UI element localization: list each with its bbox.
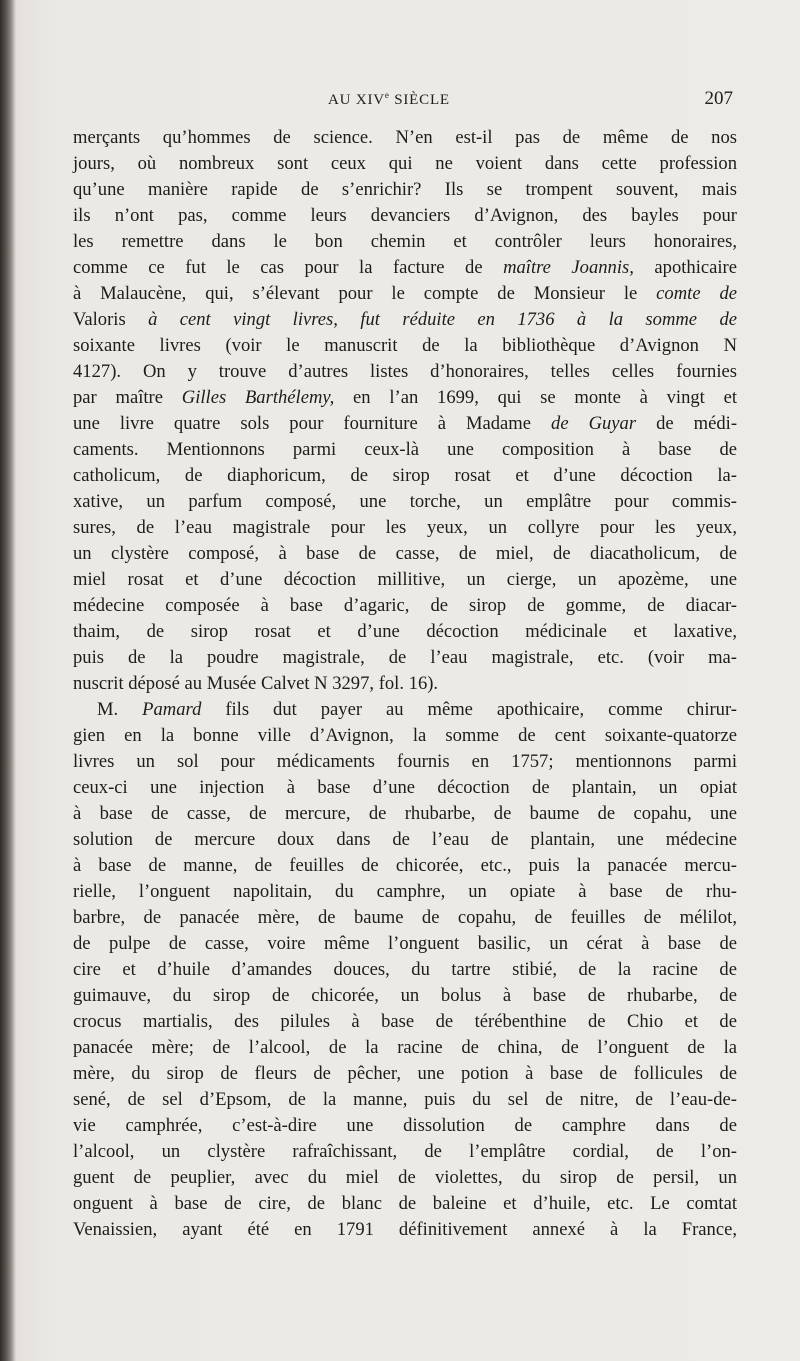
- text-line: xative, un parfum composé, une torche, un emplâtre pour commis-: [73, 491, 737, 512]
- text-line: une livre quatre sols pour fourniture à Madame de Guyar de médi-: [73, 413, 738, 434]
- text-line: cire et d’huile d’amandes douces, du tartre stibié, de la racine de: [73, 959, 737, 980]
- text-line: sures, de l’eau magistrale pour les yeux, un collyre pour les yeux,: [73, 517, 737, 538]
- text-line: Venaissien, ayant été en 1791 définitivement annexé à la France,: [73, 1219, 737, 1240]
- text-line: barbre, de panacée mère, de baume de copahu, de feuilles de mélilot,: [73, 907, 737, 928]
- text-line: médecine composée à base d’agaric, de sirop de gomme, de diacar-: [73, 595, 737, 616]
- text-line: guent de peuplier, avec du miel de violettes, du sirop de persil, un: [73, 1167, 737, 1188]
- text-line: sené, de sel d’Epsom, de la manne, puis du sel de nitre, de l’eau-de-: [73, 1089, 737, 1110]
- text-line: thaim, de sirop rosat et d’une décoction médicinale et laxative,: [73, 621, 737, 642]
- text-line: à Malaucène, qui, s’élevant pour le compte de Monsieur le comte de: [73, 283, 737, 304]
- text-line: nuscrit déposé au Musée Calvet N 3297, fol. 16).: [73, 673, 439, 694]
- text-line: livres un sol pour médicaments fournis en 1757; mentionnons parmi: [73, 751, 737, 772]
- italic-name: maître Joannis,: [503, 257, 634, 278]
- text-line: mère, du sirop de fleurs de pêcher, une potion à base de follicules de: [73, 1063, 737, 1084]
- text-line: comme ce fut le cas pour la facture de maître Joannis, apothicaire: [73, 257, 737, 278]
- text-line: l’alcool, un clystère rafraîchissant, de l’emplâtre cordial, de l’on-: [73, 1141, 737, 1162]
- text-line: crocus martialis, des pilules à base de térébenthine de Chio et de: [73, 1011, 737, 1032]
- text-line: panacée mère; de l’alcool, de la racine de china, de l’onguent de la: [73, 1037, 737, 1058]
- page-number: 207: [704, 88, 733, 109]
- text-line: caments. Mentionnons parmi ceux-là une composition à base de: [73, 439, 737, 460]
- text-line: gien en la bonne ville d’Avignon, la somme de cent soixante-quatorze: [73, 725, 737, 746]
- body-text: [73, 125, 737, 1243]
- text-line: un clystère composé, à base de casse, de miel, de diacatholicum, de: [73, 543, 737, 564]
- text-line: à base de casse, de mercure, de rhubarbe, de baume de copahu, une: [73, 803, 737, 824]
- text-line: Valoris à cent vingt livres, fut réduite en 1736 à la somme de: [73, 309, 737, 330]
- text-line: jours, où nombreux sont ceux qui ne voient dans cette profession: [73, 153, 737, 174]
- running-title: [328, 90, 450, 109]
- text-line: 4127). On y trouve d’autres listes d’honoraires, telles celles fournies: [73, 361, 737, 382]
- book-binding-edge: [0, 0, 16, 1361]
- running-title-rest: SIÈCLE: [389, 92, 450, 108]
- italic-name: de Guyar: [551, 413, 637, 434]
- text-line: guimauve, du sirop de chicorée, un bolus à base de rhubarbe, de: [73, 985, 737, 1006]
- text-line: par maître Gilles Barthélemy, en l’an 1699, qui se monte à vingt et: [73, 387, 738, 408]
- text-line: onguent à base de cire, de blanc de baleine et d’huile, etc. Le comtat: [73, 1193, 737, 1214]
- running-header: [73, 88, 737, 112]
- text-line: ils n’ont pas, comme leurs devanciers d’Avignon, des bayles pour: [73, 205, 737, 226]
- text-line: miel rosat et d’une décoction millitive, un cierge, un apozème, une: [73, 569, 737, 590]
- italic-name: comte de: [656, 283, 737, 304]
- text-line: soixante livres (voir le manuscrit de la bibliothèque d’Avignon N: [73, 335, 737, 356]
- text-line: les remettre dans le bon chemin et contrôler leurs honoraires,: [73, 231, 737, 252]
- running-title-main: AU XIV: [328, 92, 385, 108]
- text-line: ceux-ci une injection à base d’une décoction de plantain, un opiat: [73, 777, 737, 798]
- italic-name: Pamard: [142, 699, 202, 720]
- text-line: merçants qu’hommes de science. N’en est-il pas de même de nos: [73, 127, 737, 148]
- running-title-superscript: e: [384, 90, 390, 100]
- text-line: qu’une manière rapide de s’enrichir? Ils se trompent souvent, mais: [73, 179, 737, 200]
- text-line: puis de la poudre magistrale, de l’eau magistrale, etc. (voir ma-: [73, 647, 737, 668]
- italic-name: à cent vingt livres, fut réduite en 1736 à la somme de: [125, 309, 737, 330]
- text-line: à base de manne, de feuilles de chicorée, etc., puis la panacée mercu-: [73, 855, 737, 876]
- text-line: de pulpe de casse, voire même l’onguent basilic, un cérat à base de: [73, 933, 737, 954]
- text-line: vie camphrée, c’est-à-dire une dissolution de camphre dans de: [73, 1115, 737, 1136]
- italic-name: Gilles Barthélemy,: [181, 387, 335, 408]
- text-line: rielle, l’onguent napolitain, du camphre, un opiate à base de rhu-: [73, 881, 737, 902]
- text-line: catholicum, de diaphoricum, de sirop rosat et d’une décoction la-: [73, 465, 737, 486]
- text-line: solution de mercure doux dans de l’eau de plantain, une médecine: [73, 829, 737, 850]
- text-line: M. Pamard fils dut payer au même apothicaire, comme chirur-: [97, 699, 737, 720]
